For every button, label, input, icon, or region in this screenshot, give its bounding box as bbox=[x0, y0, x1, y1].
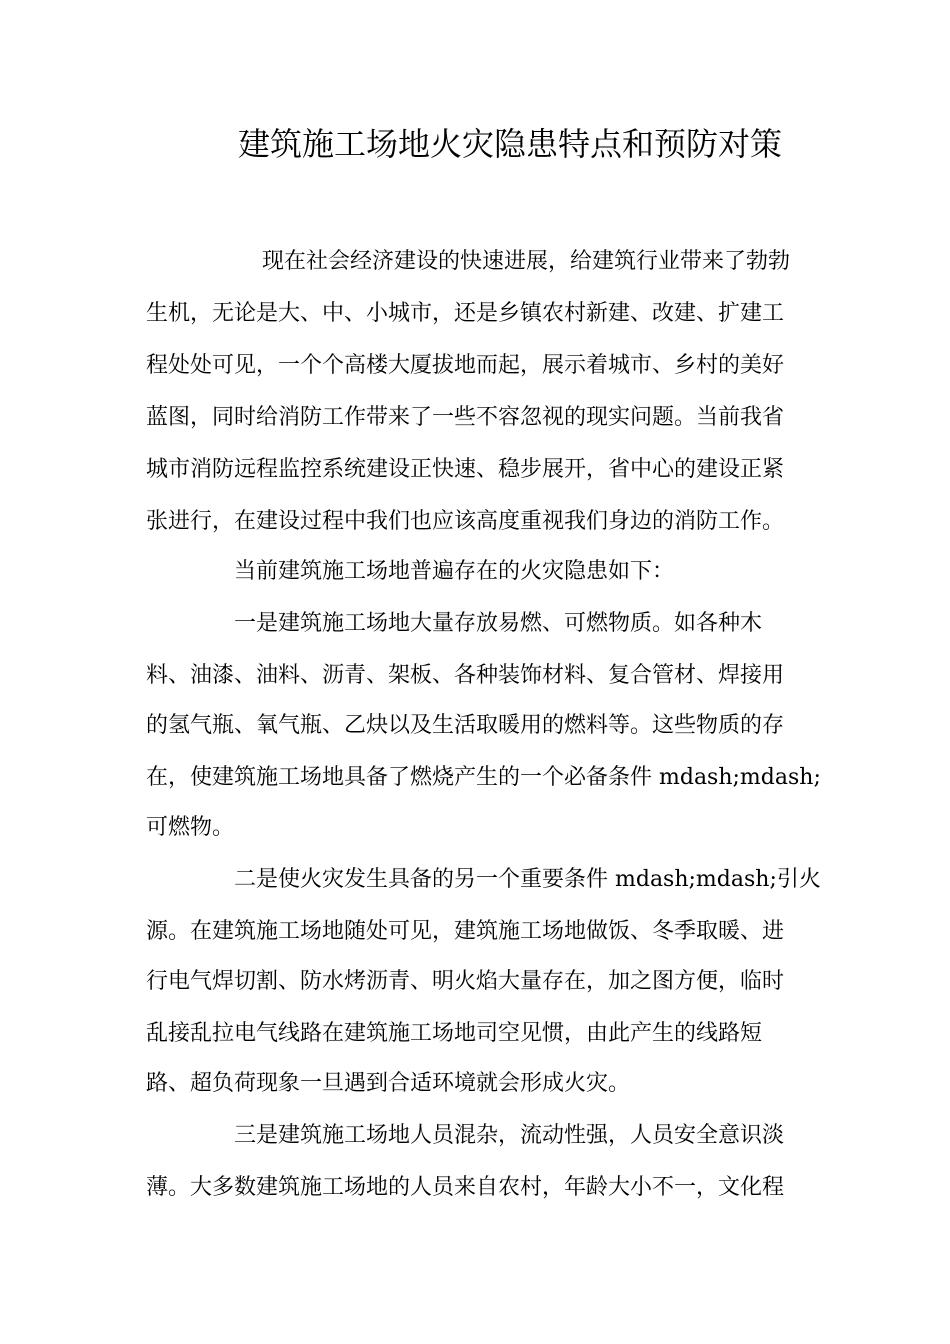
body-line: 在，使建筑施工场地具备了燃烧产生的一个必备条件 mdash;mdash; bbox=[146, 765, 821, 790]
body-line: 一是建筑施工场地大量存放易燃、可燃物质。如各种木 bbox=[234, 611, 763, 636]
body-line: 源。在建筑施工场地随处可见，建筑施工场地做饭、冬季取暖、进 bbox=[146, 919, 785, 944]
body-line: 行电气焊切割、防水烤沥青、明火焰大量存在，加之图方便，临时 bbox=[146, 969, 785, 994]
document-title: 建筑施工场地火灾隐患特点和预防对策 bbox=[237, 125, 782, 163]
body-line: 当前建筑施工场地普遍存在的火灾隐患如下： bbox=[234, 559, 675, 584]
body-line: 二是使火灾发生具备的另一个重要条件 mdash;mdash;引火 bbox=[234, 867, 821, 892]
body-line: 薄。大多数建筑施工场地的人员来自农村，年龄大小不一，文化程 bbox=[146, 1175, 785, 1200]
body-line: 路、超负荷现象一旦遇到合适环境就会形成火灾。 bbox=[146, 1071, 631, 1096]
body-line: 的氢气瓶、氧气瓶、乙炔以及生活取暖用的燃料等。这些物质的存 bbox=[146, 713, 785, 738]
body-line: 程处处可见，一个个高楼大厦拔地而起，展示着城市、乡村的美好 bbox=[146, 353, 785, 378]
body-line: 现在社会经济建设的快速进展，给建筑行业带来了勃勃 bbox=[262, 249, 791, 274]
body-line: 生机，无论是大、中、小城市，还是乡镇农村新建、改建、扩建工 bbox=[146, 301, 785, 326]
body-line: 可燃物。 bbox=[146, 815, 235, 840]
body-line: 张进行，在建设过程中我们也应该高度重视我们身边的消防工作。 bbox=[146, 509, 785, 534]
body-line: 城市消防远程监控系统建设正快速、稳步展开，省中心的建设正紧 bbox=[146, 457, 785, 482]
body-line: 料、油漆、油料、沥青、架板、各种装饰材料、复合管材、焊接用 bbox=[146, 663, 785, 688]
body-line: 蓝图，同时给消防工作带来了一些不容忽视的现实问题。当前我省 bbox=[146, 405, 785, 430]
body-line: 三是建筑施工场地人员混杂，流动性强，人员安全意识淡 bbox=[234, 1123, 785, 1148]
body-line: 乱接乱拉电气线路在建筑施工场地司空见惯，由此产生的线路短 bbox=[146, 1021, 763, 1046]
